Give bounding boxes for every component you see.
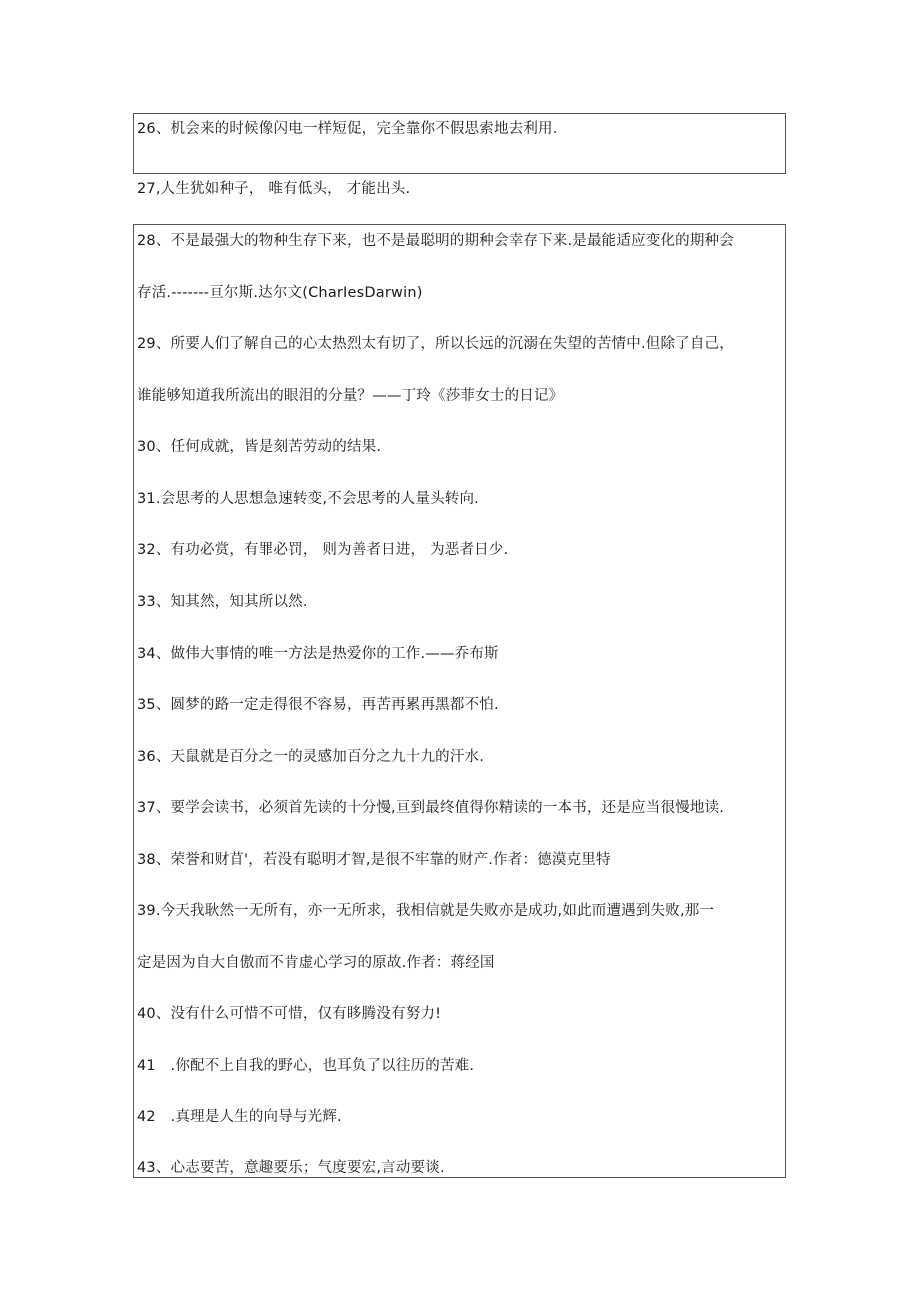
quote-line-27: 27,人生犹如种子， 唯有低头， 才能出头. <box>137 181 411 197</box>
quote-line-30: 30、任何成就，皆是刻苦劳动的结果. <box>137 439 382 455</box>
quote-line-35: 35、圆梦的路一定走得很不容易，再苦再累再黑都不怕. <box>137 697 499 713</box>
quote-line-36: 36、天鼠就是百分之一的灵感加百分之九十九的汗水. <box>137 749 485 765</box>
quote-line-28-cont: 存活.-------亘尔斯.达尔文(CharIesDarwin) <box>137 285 423 301</box>
quote-line-33: 33、知其然，知其所以然. <box>137 594 308 610</box>
quote-line-41: 41 .你配不上自我的野心，也耳负了以往历的苦难. <box>137 1058 475 1074</box>
quote-line-43: 43、心志要苦，意趣要乐；气度要宏,言动要谈. <box>137 1160 445 1176</box>
quote-line-29-cont: 谁能够知道我所流出的眼泪的分量？——丁玲《莎菲女士的日记》 <box>137 388 564 404</box>
quote-line-37: 37、要学会读书，必须首先读的十分慢,亘到最终值得你精读的一本书，还是应当很慢地读. <box>137 800 725 816</box>
quote-line-32: 32、有功必赏，有罪必罚， 则为善者日进， 为恶者日少. <box>137 542 509 558</box>
quote-line-38: 38、荣誉和财苜'，若没有聪明才智,是很不牢靠的财产.作者：德漠克里特 <box>137 852 611 868</box>
quote-line-34: 34、做伟大事情的唯一方法是热爱你的工作.——乔布斯 <box>137 646 499 662</box>
quote-line-28: 28、不是最强大的物种生存下来，也不是最聪明的期种会幸存下来.是最能适应变化的期种会 <box>137 233 734 249</box>
quote-line-39: 39.今天我耿然一无所有，亦一无所求，我相信就是失败亦是成功,如此而遭遇到失败,那一 <box>137 903 715 919</box>
quote-line-39-cont: 定是因为自大自傲而不肯虚心学习的原故.作者：蒋经国 <box>137 955 495 971</box>
quote-line-31: 31.会思考的人思想急速转变,不会思考的人量头转向. <box>137 491 479 507</box>
quote-line-29: 29、所要人们了解自己的心太热烈太有切了，所以长远的沉溺在失望的苦情中.但除了自己， <box>137 336 734 352</box>
quote-line-26: 26、机会来的时候像闪电一样短促，完全靠你不假思索地去利用. <box>137 121 558 137</box>
quote-line-40: 40、没有什么可惜不可惜，仅有眵腾没有努力! <box>137 1006 442 1022</box>
quote-line-42: 42 .真理是人生的向导与光辉. <box>137 1109 342 1125</box>
